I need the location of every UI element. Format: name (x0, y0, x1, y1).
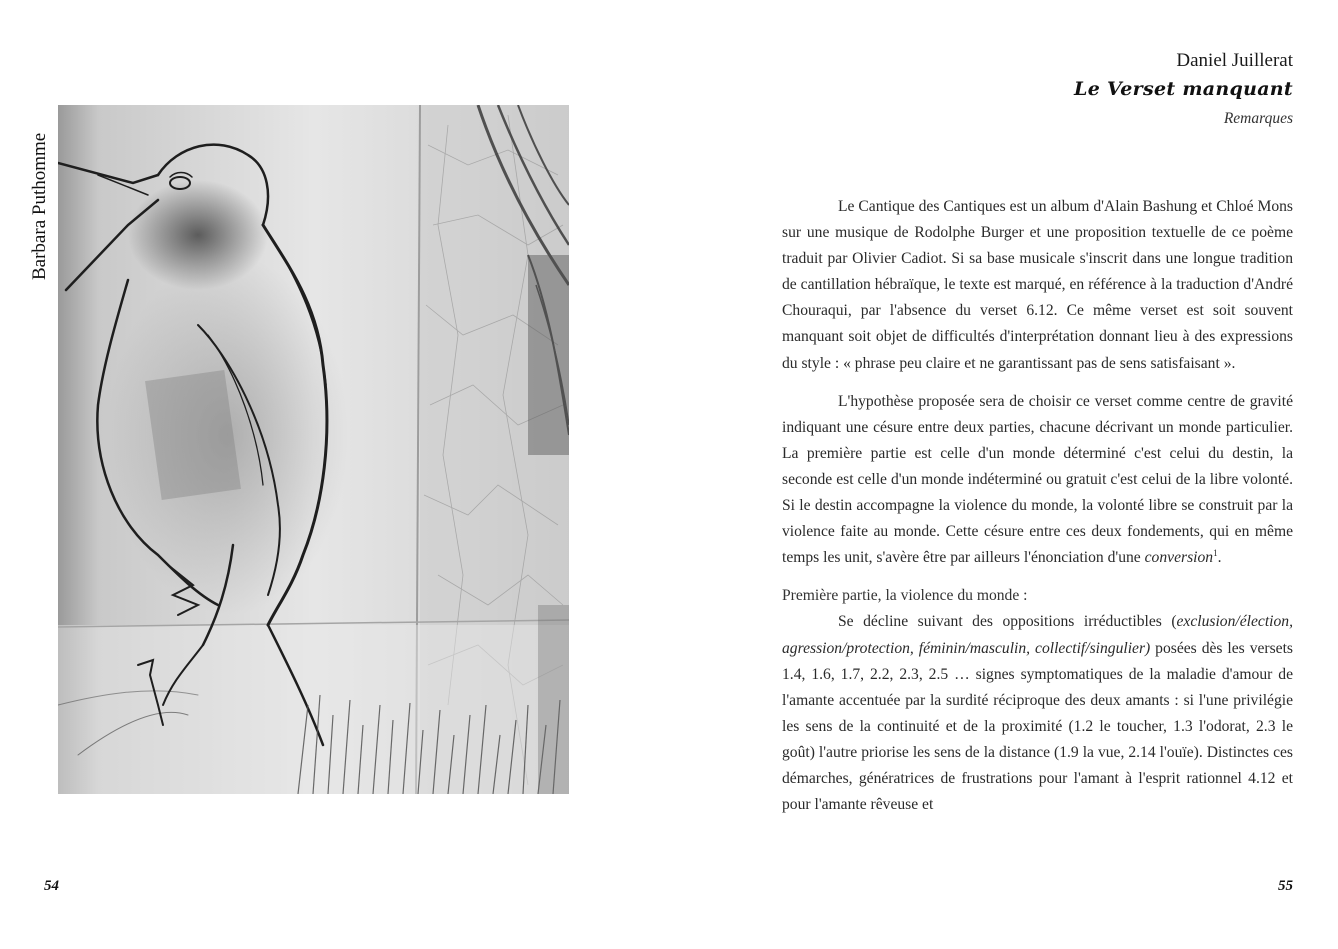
page-number: 54 (44, 878, 59, 894)
header-subtitle: Remarques (1223, 110, 1293, 127)
paragraph-text: Se décline suivant des oppositions irréductibles ( (838, 613, 1177, 631)
paragraph (782, 609, 1293, 818)
paragraph (782, 389, 1293, 572)
right-page (669, 0, 1338, 949)
side-author-name: Barbara Puthomme (29, 132, 50, 280)
footnote-reference[interactable]: 1 (1213, 548, 1218, 559)
paragraph-text: . (1217, 549, 1222, 567)
paragraph-text: L'hypothèse proposée sera de choisir ce verset comme centre de gravité indiquant une césure entre deux parties, chacune décrivant un monde particulier. La première partie est celle d'un monde déterminé c'est celui du destin, la seconde est celle d'un monde indéterminé ou gratuit c'est celui de la libre volonté. Si le destin accompagne la violence du monde, la volonté libre se construit par la violence faite au monde. Cette césure entre ces deux fondements, qui en même temps les unit, s'avère être par ailleurs l'énonciation d'une (782, 392, 1293, 567)
header-author: Daniel Juillerat (1176, 50, 1293, 71)
paragraph-text: posées dès les versets 1.4, 1.6, 1.7, 2.2, 2.3, 2.5 … signes symptomatiques de la maladie d'amour de l'amante accentuée par la surdité réciproque des deux amants : si l'une privilégie les sens de la continuité et de la proximité (1.2 le toucher, 1.3 l'odorat, 2.3 le goût) l'autre priorise les sens de la distance (1.9 la vue, 2.14 l'ouïe). Distinctes ces démarches, génératrices de frustrations pour l'amant à l'esprit rationnel 4.12 et pour l'amante rêveuse et (782, 639, 1293, 814)
section-heading: Première partie, la violence du monde : (782, 587, 1028, 605)
paragraph: Le Cantique des Cantiques est un album d'Alain Bashung et Chloé Mons sur une musique de Rodolphe Burger et une proposition textuelle de ce poème traduit par Olivier Cadiot. Si sa base musicale s'inscrit dans une longue tradition de cantillation hébraïque, le texte est marqué, en référence à la traduction d'André Chouraqui, par l'absence du verset 6.12. Ce même verset est soit souvent manquant soit objet de difficultés d'interprétation donnant lieu à des expressions du style : « phrase peu claire et ne garantissant pas de sens satisfaisant ». (782, 198, 1293, 372)
bird-charcoal-drawing-icon (58, 105, 569, 794)
header-title: Le Verset manquant (1074, 78, 1293, 100)
page-number: 55 (1278, 878, 1293, 894)
emphasis-text: conversion (1144, 549, 1214, 567)
emphasis-text: exclusion/élection, agression/protection, féminin/masculin, collectif/singulier) (782, 613, 1293, 657)
article-body (782, 194, 1293, 818)
